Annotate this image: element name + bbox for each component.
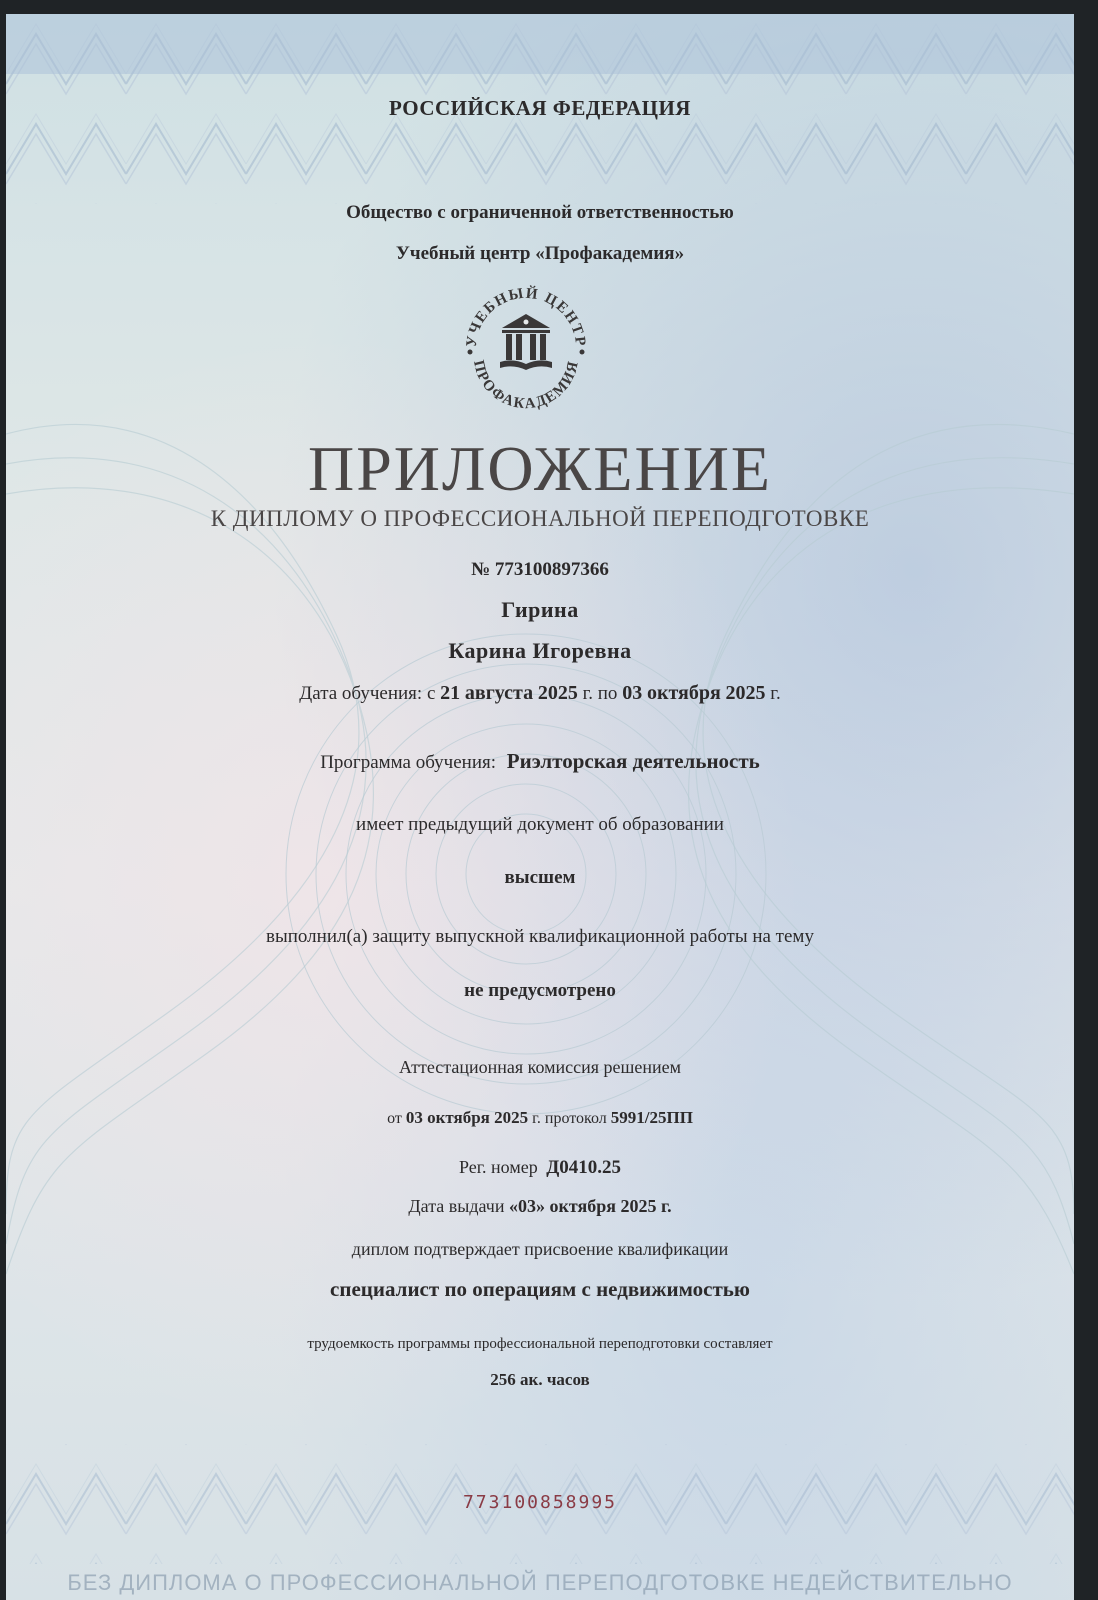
document-sheet	[6, 14, 1074, 1600]
commission-label: Аттестационная комиссия решением	[398, 1057, 682, 1077]
logo-text-top: УЧЕБНЫЙ ЦЕНТР	[463, 285, 589, 349]
study-from-day: 21	[440, 682, 461, 704]
study-from-year: 2025	[537, 682, 578, 704]
organization-line-1: Общество с ограниченной ответственностью	[346, 202, 734, 223]
registration-value: Д0410.25	[546, 1157, 622, 1178]
issue-date	[6, 1196, 1074, 1217]
program-line	[6, 749, 1074, 774]
blank-serial-number: 773100858995	[462, 1492, 618, 1513]
document-subtitle: К ДИПЛОМУ О ПРОФЕССИОНАЛЬНОЙ ПЕРЕПОДГОТОВКЕ	[210, 506, 870, 531]
study-to-year-suffix: г.	[770, 683, 781, 704]
commission-date-suffix: г.	[532, 1110, 541, 1127]
commission-protocol-number: 5991/25ПП	[610, 1108, 693, 1127]
previous-education-label: имеет предыдущий документ об образовании	[356, 814, 724, 835]
program-hours-value: 256 ак. часов	[490, 1370, 590, 1389]
validity-notice-band: БЕЗ ДИПЛОМА О ПРОФЕССИОНАЛЬНОЙ ПЕРЕПОДГОТОВКЕ НЕДЕЙСТВИТЕЛЬНО	[67, 1570, 1013, 1595]
country-heading: РОССИЙСКАЯ ФЕДЕРАЦИЯ	[389, 96, 691, 120]
commission-protocol-label: протокол	[544, 1110, 607, 1127]
logo-text-bottom: ПРОФАКАДЕМИЯ	[469, 358, 582, 413]
holder-surname: Гирина	[501, 597, 579, 622]
study-to-year: 2025	[725, 682, 766, 704]
issue-date-label: Дата выдачи	[408, 1196, 505, 1216]
thesis-value: не предусмотрено	[464, 980, 616, 1001]
study-from-month: августа	[464, 682, 534, 704]
study-to-day: 03	[622, 682, 643, 704]
registration-number	[6, 1157, 1074, 1179]
qualification-label: диплом подтверждает присвоение квалификации	[351, 1239, 729, 1259]
commission-from: от	[387, 1110, 402, 1127]
issue-date-value: «03» октября 2025 г.	[508, 1196, 672, 1216]
study-dates-label: Дата обучения: с	[299, 683, 436, 704]
document-number: № 773100897366	[471, 559, 609, 580]
study-to-label: по	[597, 683, 618, 704]
program-value: Риэлторская деятельность	[506, 749, 760, 773]
holder-name: Карина Игоревна	[448, 638, 632, 663]
program-hours-label: трудоемкость программы профессиональной переподготовки составляет	[307, 1336, 773, 1352]
program-label: Программа обучения:	[320, 752, 497, 773]
previous-education-value: высшем	[504, 867, 576, 888]
registration-label: Рег. номер	[458, 1157, 538, 1177]
study-from-year-suffix: г.	[582, 683, 594, 704]
study-dates	[6, 682, 1074, 705]
qualification-value: специалист по операциям с недвижимостью	[330, 1277, 750, 1301]
commission-decision	[6, 1108, 1074, 1128]
commission-date: 03 октября 2025	[405, 1108, 529, 1127]
training-center-logo-icon	[456, 276, 596, 416]
study-to-month: октября	[646, 682, 721, 704]
organization-line-2: Учебный центр «Профакадемия»	[395, 243, 685, 264]
thesis-label: выполнил(а) защиту выпускной квалификационной работы на тему	[266, 926, 814, 947]
document-title: ПРИЛОЖЕНИЕ	[307, 433, 773, 504]
